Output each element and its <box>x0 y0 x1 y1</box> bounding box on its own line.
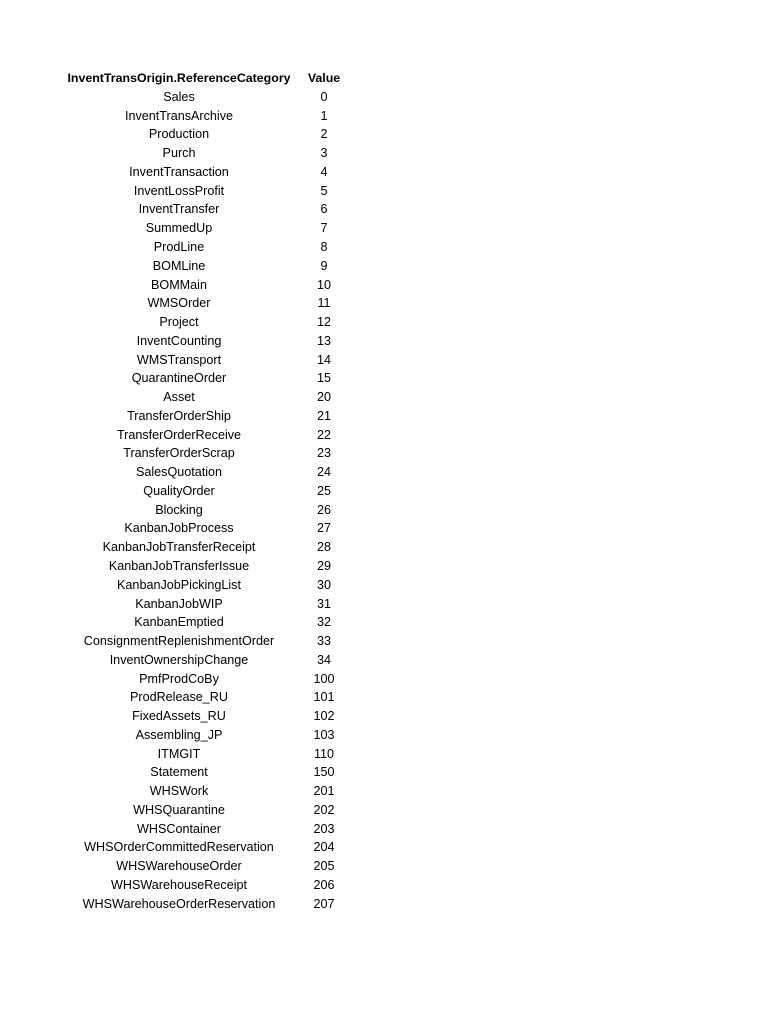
reference-category-cell: Assembling_JP <box>135 727 223 742</box>
reference-category-cell: BOMLine <box>152 258 206 273</box>
reference-category-cell: KanbanJobWIP <box>135 596 223 611</box>
reference-category-cell: WMSOrder <box>147 296 211 311</box>
table-row <box>62 163 352 182</box>
reference-category-cell: WHSContainer <box>137 821 221 836</box>
table-row <box>62 651 352 670</box>
table-row <box>62 594 352 613</box>
table-row <box>62 482 352 501</box>
table-row <box>62 369 352 388</box>
reference-category-cell: ProdLine <box>153 239 205 254</box>
reference-category-cell: Asset <box>163 390 195 405</box>
table-row <box>62 876 352 895</box>
table-row <box>62 557 352 576</box>
table-row <box>62 519 352 538</box>
reference-category-cell: Sales <box>163 89 195 104</box>
value-cell: 8 <box>320 239 328 254</box>
table-row <box>62 426 352 445</box>
value-cell: 101 <box>313 690 335 705</box>
reference-category-cell: KanbanEmptied <box>134 615 224 630</box>
reference-category-cell: TransferOrderReceive <box>116 427 242 442</box>
value-cell: 23 <box>316 446 331 461</box>
table-row <box>62 219 352 238</box>
value-cell: 6 <box>320 202 328 217</box>
table-row <box>62 200 352 219</box>
reference-category-cell: Purch <box>162 146 196 161</box>
reference-category-cell: InventLossProfit <box>133 183 225 198</box>
reference-category-cell: InventTransaction <box>129 164 229 179</box>
value-cell: 110 <box>313 746 335 761</box>
reference-category-cell: TransferOrderScrap <box>123 446 235 461</box>
value-cell: 24 <box>316 465 331 480</box>
table-row <box>62 501 352 520</box>
table-row <box>62 444 352 463</box>
table-row <box>62 407 352 426</box>
reference-category-cell: WHSWarehouseOrderReservation <box>82 896 276 911</box>
table-row <box>62 838 352 857</box>
table-row <box>62 745 352 764</box>
value-cell: 34 <box>316 652 331 667</box>
table-row <box>62 257 352 276</box>
reference-category-cell: SummedUp <box>145 221 213 236</box>
reference-category-cell: PmfProdCoBy <box>139 671 219 686</box>
reference-category-cell: Project <box>159 315 199 330</box>
reference-category-table <box>62 69 352 913</box>
header-value: Value <box>307 71 341 86</box>
value-cell: 30 <box>316 577 331 592</box>
table-row <box>62 388 352 407</box>
reference-category-cell: InventTransfer <box>138 202 220 217</box>
value-cell: 204 <box>313 840 335 855</box>
value-cell: 28 <box>316 540 331 555</box>
value-cell: 15 <box>316 371 331 386</box>
value-cell: 9 <box>320 258 328 273</box>
reference-category-cell: FixedAssets_RU <box>132 709 226 724</box>
table-row <box>62 782 352 801</box>
value-cell: 102 <box>313 709 335 724</box>
table-row <box>62 294 352 313</box>
value-cell: 7 <box>320 221 328 236</box>
table-row <box>62 801 352 820</box>
table-row <box>62 576 352 595</box>
table-body <box>62 88 352 914</box>
reference-category-cell: SalesQuotation <box>135 465 223 480</box>
reference-category-cell: QualityOrder <box>143 483 215 498</box>
table-row <box>62 107 352 126</box>
reference-category-cell: Statement <box>150 765 208 780</box>
value-cell: 0 <box>320 89 328 104</box>
reference-category-cell: Production <box>148 127 210 142</box>
table-row <box>62 763 352 782</box>
reference-category-cell: InventTransArchive <box>124 108 234 123</box>
reference-category-cell: KanbanJobProcess <box>124 521 234 536</box>
reference-category-cell: InventOwnershipChange <box>109 652 249 667</box>
table-row <box>62 125 352 144</box>
table-row <box>62 688 352 707</box>
table-row <box>62 350 352 369</box>
value-cell: 206 <box>313 878 335 892</box>
value-cell: 12 <box>316 315 331 330</box>
value-cell: 33 <box>316 634 331 649</box>
value-cell: 26 <box>316 502 331 517</box>
value-cell: 13 <box>316 333 331 348</box>
reference-category-cell: QuarantineOrder <box>131 371 227 386</box>
value-cell: 20 <box>316 390 331 405</box>
reference-category-cell: ITMGIT <box>157 746 201 761</box>
value-cell: 205 <box>313 859 335 874</box>
value-cell: 202 <box>313 802 335 817</box>
reference-category-cell: WHSWarehouseOrder <box>116 859 242 874</box>
value-cell: 29 <box>316 558 331 573</box>
reference-category-cell: BOMMain <box>151 277 207 292</box>
value-cell: 32 <box>316 615 331 630</box>
table-row <box>62 88 352 107</box>
value-cell: 203 <box>313 821 335 836</box>
value-cell: 5 <box>320 183 328 198</box>
value-cell: 22 <box>316 427 331 442</box>
table-row <box>62 895 352 914</box>
table-row <box>62 857 352 876</box>
value-cell: 25 <box>316 483 331 498</box>
value-cell: 11 <box>317 296 331 311</box>
header-reference-category: InventTransOrigin.ReferenceCategory <box>67 71 291 86</box>
reference-category-cell: KanbanJobTransferReceipt <box>102 540 256 555</box>
table-row <box>62 726 352 745</box>
value-cell: 21 <box>316 408 331 423</box>
reference-category-cell: KanbanJobTransferIssue <box>108 558 250 573</box>
reference-category-cell: WHSWarehouseReceipt <box>110 878 248 892</box>
value-cell: 201 <box>313 784 335 799</box>
reference-category-cell: WHSOrderCommittedReservation <box>84 840 274 855</box>
table-row <box>62 538 352 557</box>
reference-category-cell: InventCounting <box>136 333 222 348</box>
value-cell: 1 <box>320 108 328 123</box>
table-row <box>62 632 352 651</box>
reference-category-cell: ConsignmentReplenishmentOrder <box>83 634 275 649</box>
table-row <box>62 613 352 632</box>
table-row <box>62 275 352 294</box>
value-cell: 10 <box>316 277 331 292</box>
value-cell: 27 <box>316 521 331 536</box>
header-row <box>62 69 352 88</box>
reference-category-cell: KanbanJobPickingList <box>117 577 241 592</box>
value-cell: 103 <box>313 727 335 742</box>
reference-category-cell: ProdRelease_RU <box>129 690 228 705</box>
table-row <box>62 313 352 332</box>
value-cell: 3 <box>320 146 328 161</box>
value-cell: 14 <box>316 352 331 367</box>
table-row <box>62 707 352 726</box>
table-row <box>62 144 352 163</box>
table-row <box>62 238 352 257</box>
table-row <box>62 463 352 482</box>
reference-category-cell: TransferOrderShip <box>127 408 231 423</box>
value-cell: 2 <box>320 127 328 142</box>
table-row <box>62 670 352 689</box>
value-cell: 4 <box>320 164 328 179</box>
value-cell: 150 <box>313 765 335 780</box>
table-row <box>62 332 352 351</box>
reference-category-cell: WMSTransport <box>136 352 222 367</box>
table-row <box>62 182 352 201</box>
table-row <box>62 820 352 839</box>
value-cell: 207 <box>313 896 335 911</box>
value-cell: 31 <box>316 596 331 611</box>
reference-category-cell: Blocking <box>155 502 203 517</box>
reference-category-cell: WHSQuarantine <box>133 802 225 817</box>
value-cell: 100 <box>313 671 335 686</box>
reference-category-cell: WHSWork <box>149 784 209 799</box>
